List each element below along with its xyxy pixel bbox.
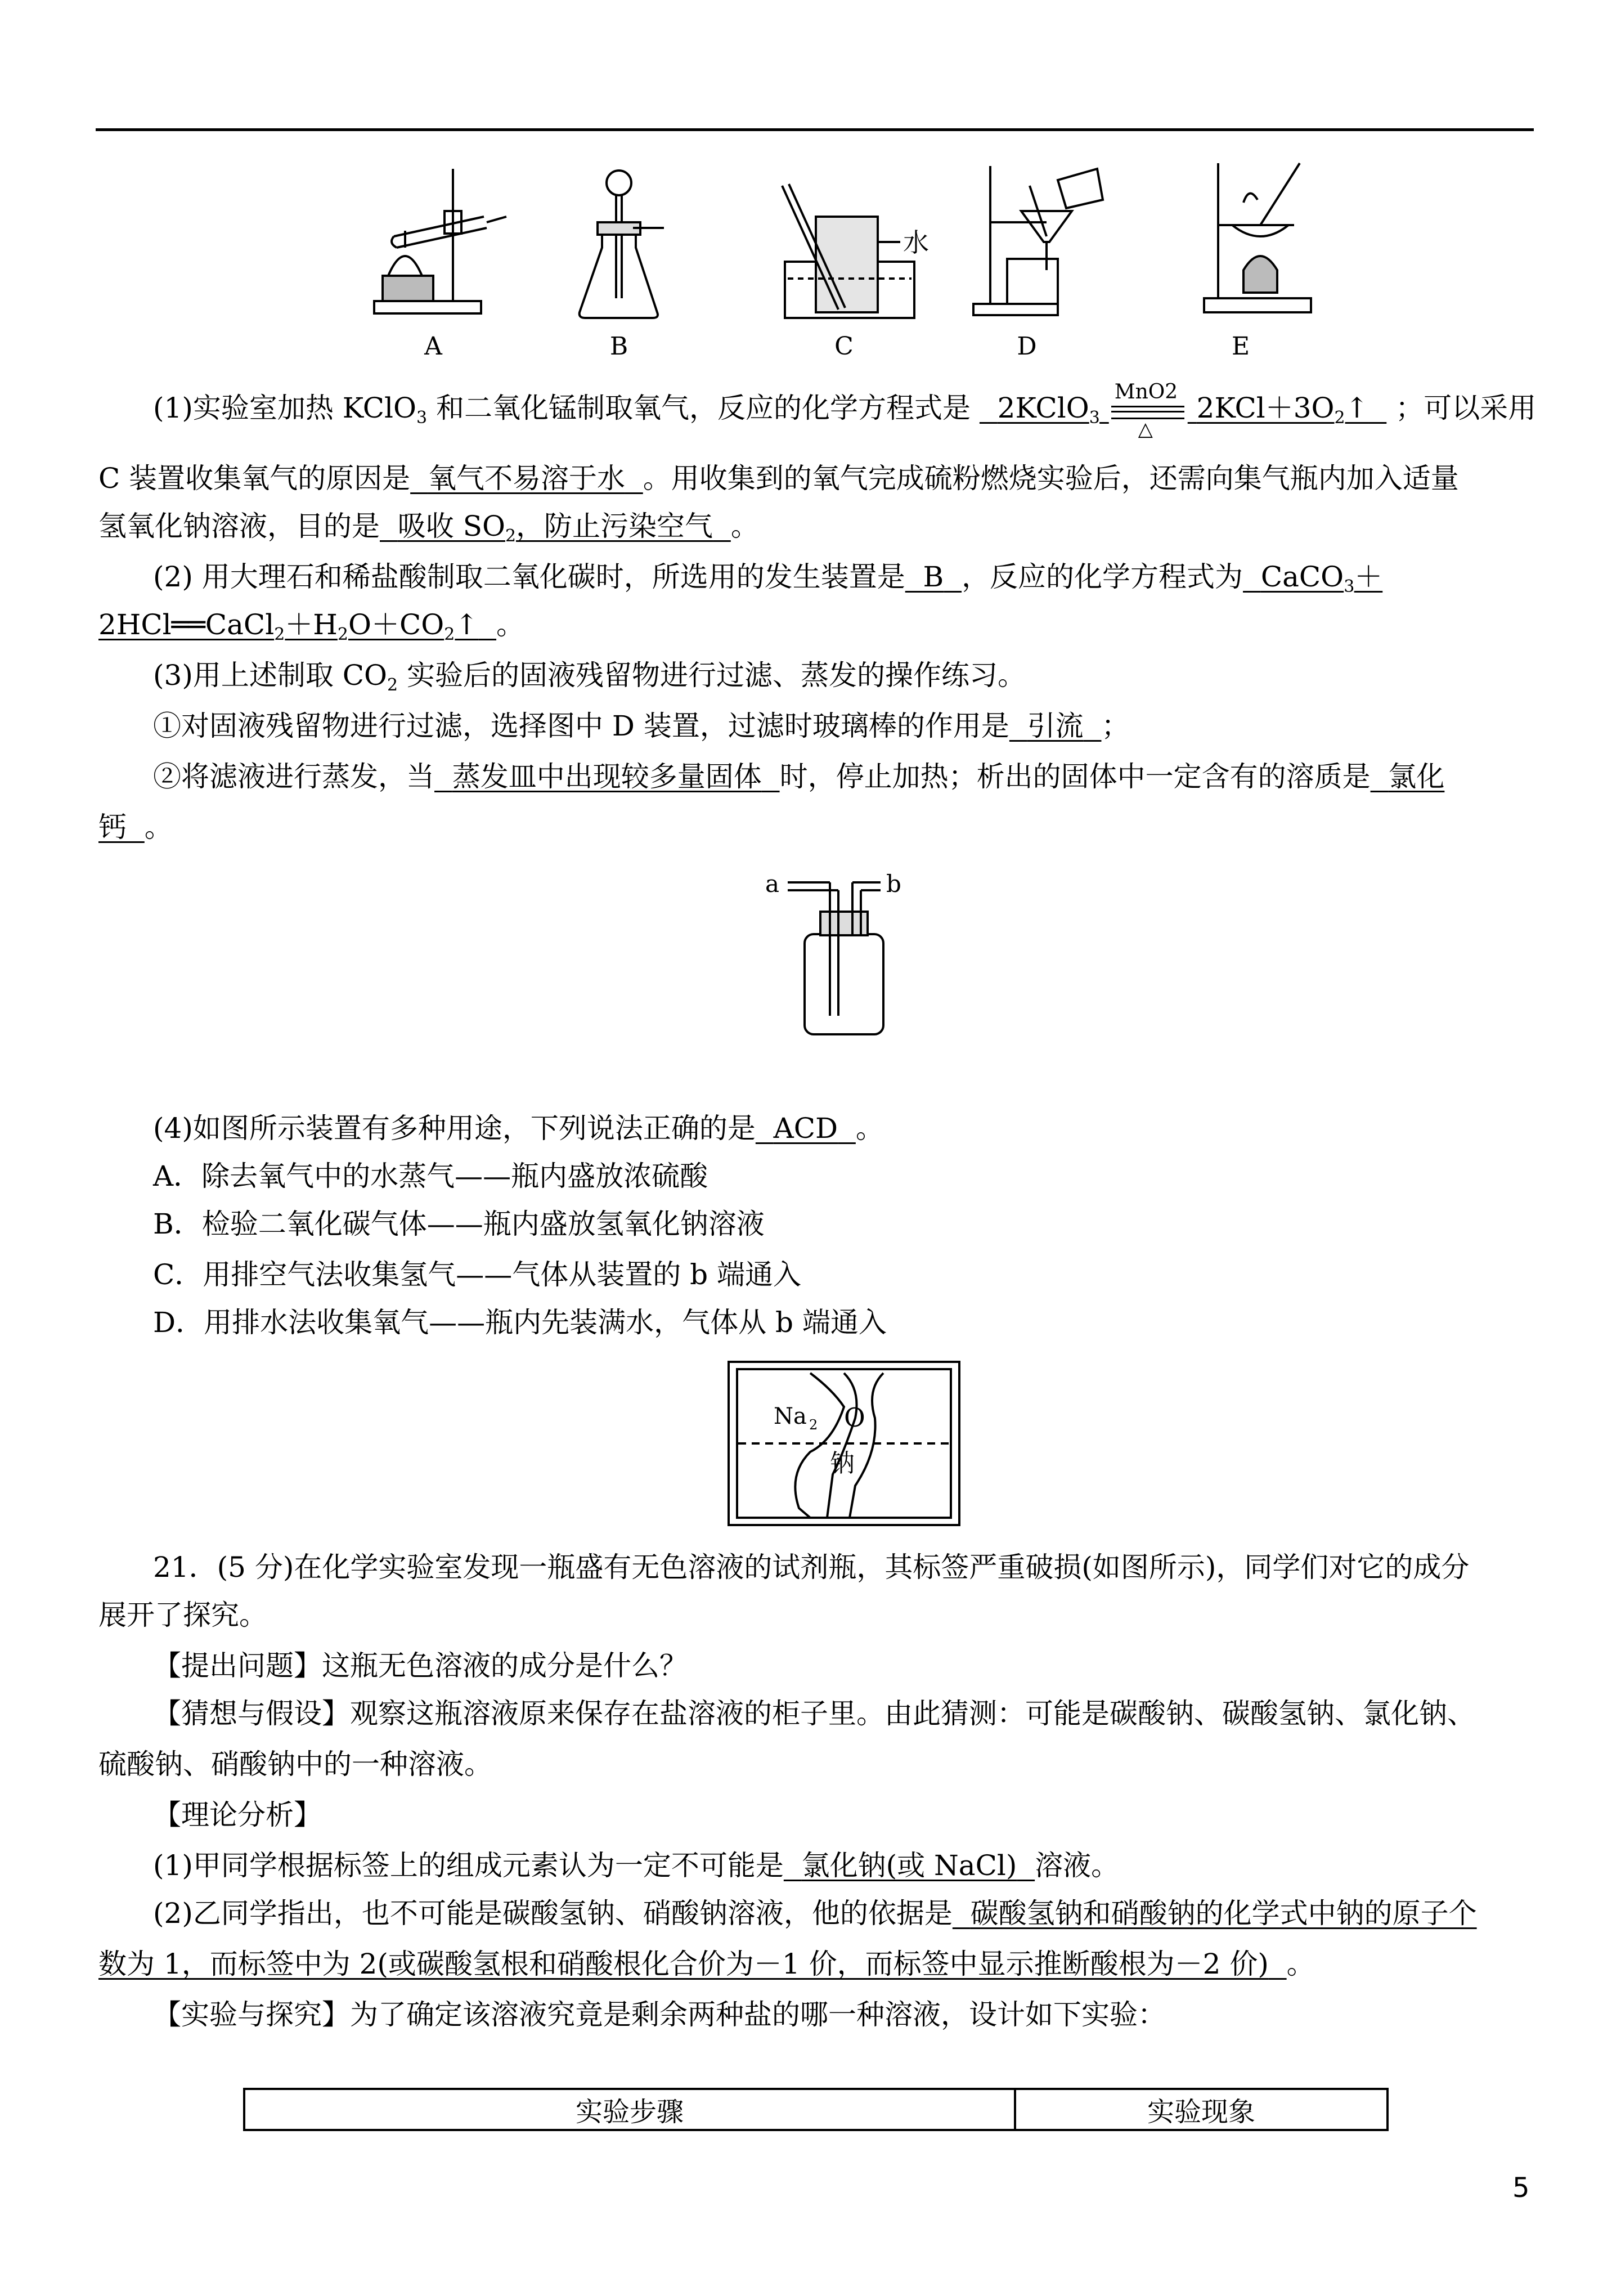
table-header-steps: 实验步骤 <box>244 2089 1015 2130</box>
bottle-label-b: b <box>886 870 901 898</box>
q21-answer-2b: 数为 1，而标签中为 2(或碳酸氢根和硝酸根化合价为－1 价，而标签中显示推断酸根为－2 价) <box>98 1948 1269 1980</box>
label-o: O <box>844 1402 865 1433</box>
figure-label-b: B <box>609 332 628 361</box>
q21-line-7: (1)甲同学根据标签上的组成元素认为一定不可能是 氯化钠(或 NaCl) 溶液。 <box>153 1849 1120 1882</box>
q4-option-a: A．除去氧气中的水蒸气——瓶内盛放浓硫酸 <box>153 1160 708 1192</box>
label-sodium: 钠 <box>830 1449 855 1478</box>
label-na-sub: 2 <box>809 1417 818 1433</box>
q2-answer-eq-a: CaCO$_3$＋ <box>1260 560 1383 597</box>
figure-label-d: D <box>1017 332 1037 361</box>
page-number: 5 <box>1512 2172 1530 2204</box>
q4-option-b: B．检验二氧化碳气体——瓶内盛放氢氧化钠溶液 <box>153 1208 765 1240</box>
figure-label-a: A <box>424 332 442 361</box>
figure-label-e: E <box>1231 332 1250 361</box>
q21-line-4: 【猜想与假设】观察这瓶溶液原来保存在盐溶液的柜子里。由此猜测：可能是碳酸钠、碳酸氢钠、氯化钠、 <box>153 1697 1475 1730</box>
q2-line-2: $2HCl══CaCl_2+H_2O+CO_2↑$ 。 <box>98 608 525 644</box>
q3-answer-solute-a: 氯化 <box>1388 760 1445 793</box>
q4-answer: ACD <box>773 1112 838 1145</box>
label-na: Na <box>774 1403 807 1429</box>
table-header-phenomena: 实验现象 <box>1015 2089 1387 2130</box>
q21-line-2: 展开了探究。 <box>98 1599 267 1631</box>
q21-line-1: 21．(5 分)在化学实验室发现一瓶盛有无色溶液的试剂瓶，其标签严重破损(如图所示)，同学们对它的成分 <box>153 1551 1470 1584</box>
q1-equation-answer: 2KClO$_3$ MnO2 △ $2KCl+3O_2↑$ <box>997 380 1369 441</box>
q3-line-3: ②将滤液进行蒸发，当 蒸发皿中出现较多量固体 时，停止加热；析出的固体中一定含有的溶质是 氯化 <box>153 760 1445 793</box>
q4-option-c: C．用排空气法收集氢气——气体从装置的 b 端通入 <box>153 1258 802 1291</box>
q21-answer-1: 氯化钠(或 NaCl) <box>801 1849 1017 1882</box>
table-row <box>244 2089 1387 2130</box>
q1-line-1: (1)实验室加热 KClO$_3$ 和二氧化锰制取氧气，反应的化学方程式是 2KClO$_3$ MnO2 △ $2KCl+3O_2↑$ ；可以采用 <box>153 380 1537 441</box>
q21-line-5: 硫酸钠、硝酸钠中的一种溶液。 <box>98 1748 492 1781</box>
q1-line-2: C 装置收集氧气的原因是 氧气不易溶于水 。用收集到的氧气完成硫粉燃烧实验后，还需向集气瓶内加入适量 <box>98 462 1459 495</box>
q3-answer-role: 引流 <box>1027 710 1084 742</box>
experiment-table <box>243 2088 1389 2131</box>
q3-line-1: (3)用上述制取 $CO_2$ 实验后的固液残留物进行过滤、蒸发的操作练习。 <box>153 659 1026 695</box>
q1-line-3: 氢氧化钠溶液，目的是 吸收 $SO_2$，防止污染空气 。 <box>98 510 759 546</box>
figure-label-c: C <box>834 332 854 361</box>
q21-line-6: 【理论分析】 <box>153 1799 322 1831</box>
q3-line-4: 钙 。 <box>98 811 173 844</box>
q2-line-1: (2) 用大理石和稀盐酸制取二氧化碳时，所选用的发生装置是 B ，反应的化学方程式为 CaCO$_3$＋ <box>153 560 1383 597</box>
q4-option-d: D．用排水法收集氧气——瓶内先装满水，气体从 b 端通入 <box>153 1306 887 1339</box>
q21-line-3: 【提出问题】这瓶无色溶液的成分是什么？ <box>153 1649 688 1682</box>
q21-line-8: (2)乙同学指出，也不可能是碳酸氢钠、硝酸钠溶液，他的依据是 碳酸氢钠和硝酸钠的化学式中钠的原子个 <box>153 1897 1477 1930</box>
q2-answer-apparatus: B <box>923 560 944 593</box>
q21-answer-2a: 碳酸氢钠和硝酸钠的化学式中钠的原子个 <box>970 1897 1477 1930</box>
q4-stem: (4)如图所示装置有多种用途，下列说法正确的是 ACD 。 <box>153 1112 884 1145</box>
reaction-condition: MnO2 △ <box>1109 391 1188 425</box>
q3-answer-stop: 蒸发皿中出现较多量固体 <box>452 760 762 793</box>
q21-line-10: 【实验与探究】为了确定该溶液究竟是剩余两种盐的哪一种溶液，设计如下实验： <box>153 1998 1166 2031</box>
bottle-label-a: a <box>765 870 779 898</box>
q1-answer-3: 吸收 $SO_2$，防止污染空气 <box>397 510 713 546</box>
q3-line-2: ①对固液残留物进行过滤，选择图中 D 装置，过滤时玻璃棒的作用是 引流 ； <box>153 710 1130 742</box>
q1-answer-2: 氧气不易溶于水 <box>428 462 625 495</box>
water-label: 水 <box>903 227 929 258</box>
q3-answer-solute-b: 钙 <box>98 811 127 844</box>
q21-line-9: 数为 1，而标签中为 2(或碳酸氢根和硝酸根化合价为－1 价，而标签中显示推断酸根为－2 价) 。 <box>98 1948 1315 1980</box>
q2-answer-eq-b: $2HCl══CaCl_2+H_2O+CO_2↑$ <box>98 608 479 644</box>
